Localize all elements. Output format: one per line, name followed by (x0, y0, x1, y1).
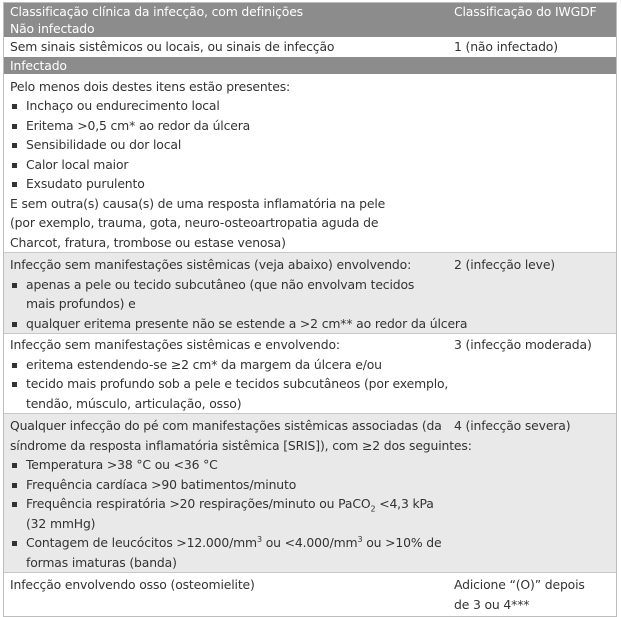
table-row-uninfected (4, 37, 616, 57)
list-item: Frequência cardíaca >90 batimentos/minuto (10, 475, 451, 495)
bullet-icon (10, 314, 26, 334)
osteo-grade: Adicione “(O)” depois (454, 577, 585, 592)
mild-grade: 2 (infecção leve) (454, 257, 555, 272)
uninfected-grade: 1 (não infectado) (454, 39, 558, 54)
list-item: Contagem de leucócitos $>12.000/mm^3$ ou $<4.000/mm^3$ ou >10% de (10, 533, 451, 553)
bullet-icon (10, 374, 26, 394)
header-col2 (451, 3, 616, 37)
bullet-icon (10, 275, 26, 295)
subheader-uninfected: Não infectado (10, 21, 95, 36)
mild-intro: Infecção sem manifestações sistêmicas (veja abaixo) envolvendo: (10, 257, 412, 272)
list-item: Exsudato purulento (10, 174, 451, 194)
table-row-severe: Qualquer infecção do pé com manifestações sistêmicas associadas (da síndrome da resposta inflamatória sistêmica [SRIS]), com ≥2 dos seguintes: Temperatura >38 °C ou <36 °C Frequência cardíaca >90 batimentos/minuto Frequência respiratória >20 respirações/minuto ou PaCO$_2$ <4,3 kPa (32 mmHg) Contagem de leucócitos $>12.000/mm^3$ ou $<4.000/mm^3$ ou >10% de formas imaturas (banda) 4 (infecção severa) (4, 413, 616, 572)
table-row-infected-definition: Pelo menos dois destes itens estão presentes: Inchaço ou endurecimento local Eritema >0,5 cm* ao redor da úlcera Sensibilidade ou dor local Calor local maior Exsudato purulento E sem outra(s) causa(s) de uma resposta inflamatória na pele (por exemplo, trauma, gota, neuro-osteoartropatia aguda de Charcot, fratura, trombose ou estase venosa) (4, 74, 616, 253)
bullet-icon (10, 116, 26, 136)
uninfected-definition: Sem sinais sistêmicos ou locais, ou sinais de infecção (10, 39, 335, 54)
table-header-row (4, 3, 616, 37)
list-item: Inchaço ou endurecimento local (10, 96, 451, 116)
table-row-moderate: Infecção sem manifestações sistêmicas e envolvendo: eritema estendendo-se ≥2 cm* da margem da úlcera e/ou tecido mais profundo sob a pele e tecidos subcutâneos (por exemplo, tendão, músculo, articulação, osso) 3 (infecção moderada) (4, 333, 616, 413)
moderate-intro: Infecção sem manifestações sistêmicas e envolvendo: (10, 337, 340, 352)
bullet-icon (10, 455, 26, 475)
bullet-icon (10, 533, 26, 553)
infected-other-causes: E sem outra(s) causa(s) de uma resposta inflamatória na pele (10, 195, 386, 211)
list-item: Calor local maior (10, 155, 451, 175)
bullet-icon (10, 494, 26, 514)
subheader-infected: Infectado (10, 57, 67, 73)
severe-intro: Qualquer infecção do pé com manifestações sistêmicas associadas (da (10, 418, 442, 433)
table-row-osteomyelitis: Infecção envolvendo osso (osteomielite) Adicione “(O)” depois de 3 ou 4*** (4, 572, 616, 616)
list-item: qualquer eritema presente não se estende a >2 cm** ao redor da úlcera (10, 314, 451, 334)
infected-intro: Pelo menos dois destes itens estão presentes: (10, 78, 291, 94)
list-item: Temperatura >38 °C ou <36 °C (10, 455, 451, 475)
iwgdf-classification-table (3, 2, 617, 617)
bullet-icon (10, 135, 26, 155)
subheader-infected-row (4, 57, 616, 74)
list-item: eritema estendendo-se ≥2 cm* da margem da úlcera e/ou (10, 355, 451, 375)
table-row-mild: Infecção sem manifestações sistêmicas (veja abaixo) envolvendo: apenas a pele ou tecido subcutâneo (que não envolvam tecidos mais profundos) e qualquer eritema presente não se estende a >2 cm** ao redor da úlcera 2 (infecção leve) (4, 252, 616, 333)
list-item: Sensibilidade ou dor local (10, 135, 451, 155)
list-item: tecido mais profundo sob a pele e tecidos subcutâneos (por exemplo, (10, 374, 451, 394)
severe-grade: 4 (infecção severa) (454, 418, 571, 433)
bullet-icon (10, 475, 26, 495)
list-item: apenas a pele ou tecido subcutâneo (que não envolvam tecidos (10, 275, 451, 295)
bullet-icon (10, 355, 26, 375)
osteo-definition: Infecção envolvendo osso (osteomielite) (10, 577, 255, 592)
list-item: Eritema >0,5 cm* ao redor da úlcera (10, 116, 451, 136)
bullet-icon (10, 96, 26, 116)
moderate-grade: 3 (infecção moderada) (454, 337, 592, 352)
bullet-icon (10, 155, 26, 175)
list-item: Frequência respiratória >20 respirações/minuto ou PaCO$_2$ <4,3 kPa (10, 494, 451, 514)
header-col1 (4, 3, 451, 37)
header-col2-title: Classificação do IWGDF (454, 4, 597, 19)
header-col1-title: Classificação clínica da infecção, com definições (10, 4, 303, 19)
bullet-icon (10, 174, 26, 194)
